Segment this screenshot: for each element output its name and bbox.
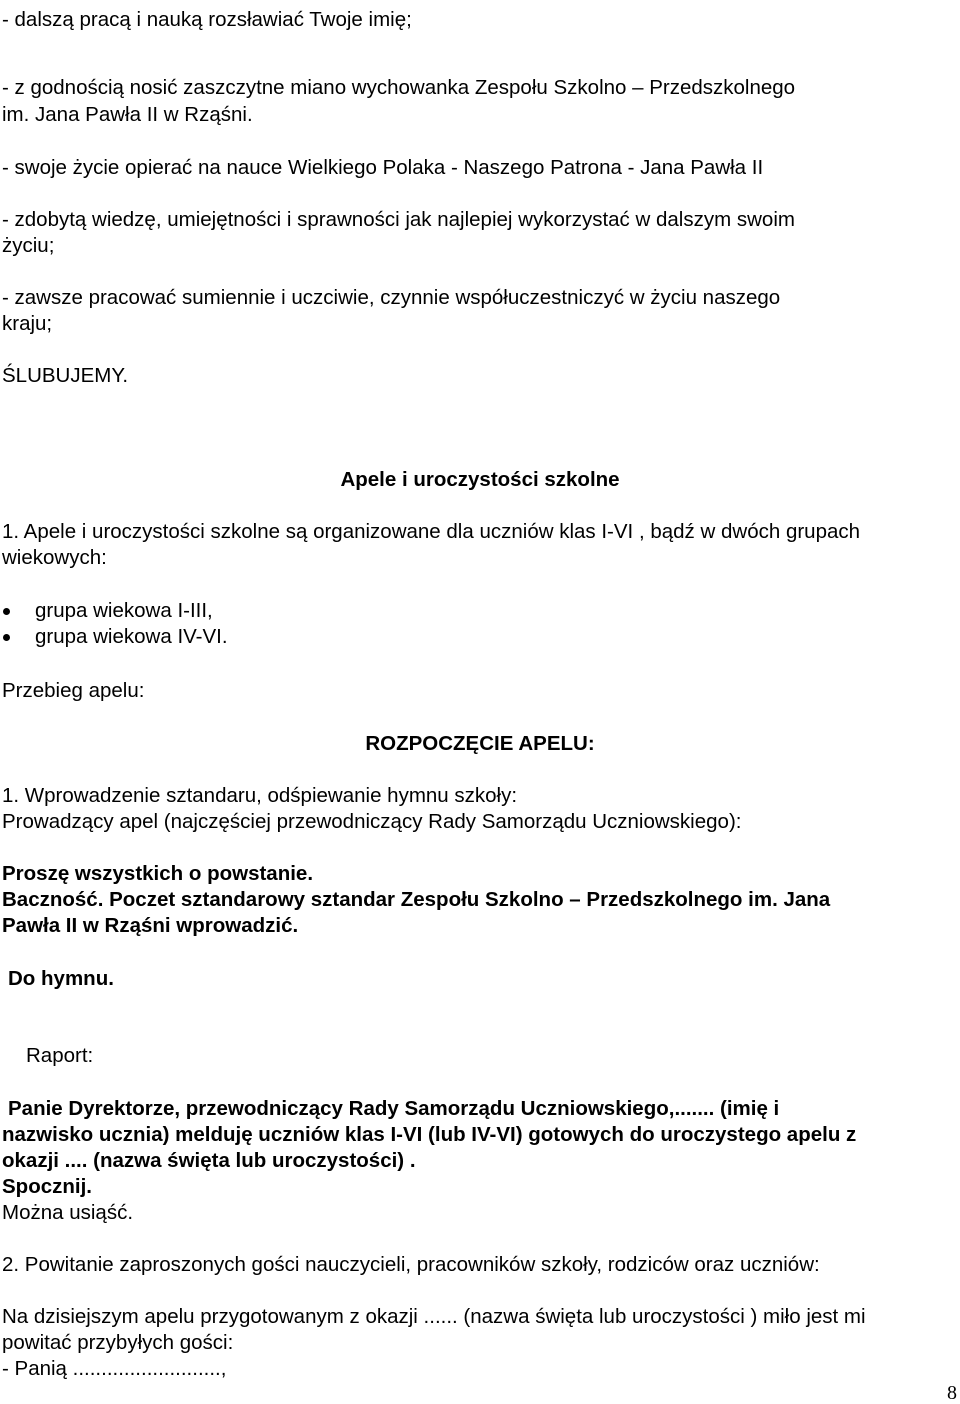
age-group-2: grupa wiekowa IV-VI. <box>35 625 228 648</box>
age-group-1: grupa wiekowa I-III, <box>35 599 213 622</box>
pledge-line-4b: życiu; <box>2 234 55 257</box>
bullet-icon <box>3 608 10 615</box>
paragraph-1a: 1. Apele i uroczystości szkolne są organizowane dla uczniów klas I-VI , bądź w dwóch grupach <box>2 520 861 543</box>
vow-line: ŚLUBUJEMY. <box>2 364 129 387</box>
stand-line: Proszę wszystkich o powstanie. <box>2 862 314 885</box>
pledge-line-1: - dalszą pracą i nauką rozsławiać Twoje imię; <box>2 8 412 31</box>
section-title: Apele i uroczystości szkolne <box>340 468 620 491</box>
anthem-line: Do hymnu. <box>8 967 114 990</box>
list-item <box>0 624 960 650</box>
pledge-line-3: - swoje życie opierać na nauce Wielkiego Polaka - Naszego Patrona - Jana Pawła II <box>2 156 764 179</box>
script-item-1: 1. Wprowadzenie sztandaru, odśpiewanie hymnu szkoły: <box>2 784 518 807</box>
page-number: 8 <box>947 1382 957 1404</box>
report-label: Raport: <box>26 1044 94 1067</box>
sit-line: Można usiąść. <box>2 1201 134 1224</box>
pledge-line-5a: - zawsze pracować sumiennie i uczciwie, czynnie współuczestniczyć w życiu naszego <box>2 286 781 309</box>
report-line-c: okazji .... (nazwa święta lub uroczystości) . <box>2 1149 416 1172</box>
pledge-line-5b: kraju; <box>2 312 53 335</box>
pledge-line-2b: im. Jana Pawła II w Rząśni. <box>2 103 253 126</box>
pledge-line-2a: - z godnością nosić zaszczytne miano wychowanka Zespołu Szkolno – Przedszkolnego <box>2 76 796 99</box>
script-item-2: 2. Powitanie zaproszonych gości nauczycieli, pracowników szkoły, rodziców oraz uczniów: <box>2 1253 820 1276</box>
list-item <box>0 598 960 624</box>
paragraph-1b: wiekowych: <box>2 546 107 569</box>
at-ease-line: Spocznij. <box>2 1175 92 1198</box>
attention-line-b: Pawła II w Rząśni wprowadzić. <box>2 914 299 937</box>
welcome-line-b: powitać przybyłych gości: <box>2 1331 234 1354</box>
report-line-b: nazwisko ucznia) melduję uczniów klas I-VI (lub IV-VI) gotowych do uroczystego apelu z <box>2 1123 857 1146</box>
section-subtitle: ROZPOCZĘCIE APELU: <box>365 732 595 755</box>
welcome-line-a: Na dzisiejszym apelu przygotowanym z okazji ...... (nazwa święta lub uroczystości ) miło jest mi <box>2 1305 866 1328</box>
report-line-a: Panie Dyrektorze, przewodniczący Rady Samorządu Uczniowskiego,....... (imię i <box>8 1097 780 1120</box>
course-label: Przebieg apelu: <box>2 679 145 702</box>
welcome-line-c: - Panią .........................., <box>2 1357 227 1380</box>
pledge-line-4a: - zdobytą wiedzę, umiejętności i sprawności jak najlepiej wykorzystać w dalszym swoim <box>2 208 795 231</box>
bullet-icon <box>3 634 10 641</box>
leader-line: Prowadzący apel (najczęściej przewodniczący Rady Samorządu Uczniowskiego): <box>2 810 742 833</box>
attention-line-a: Baczność. Poczet sztandarowy sztandar Zespołu Szkolno – Przedszkolnego im. Jana <box>2 888 831 911</box>
